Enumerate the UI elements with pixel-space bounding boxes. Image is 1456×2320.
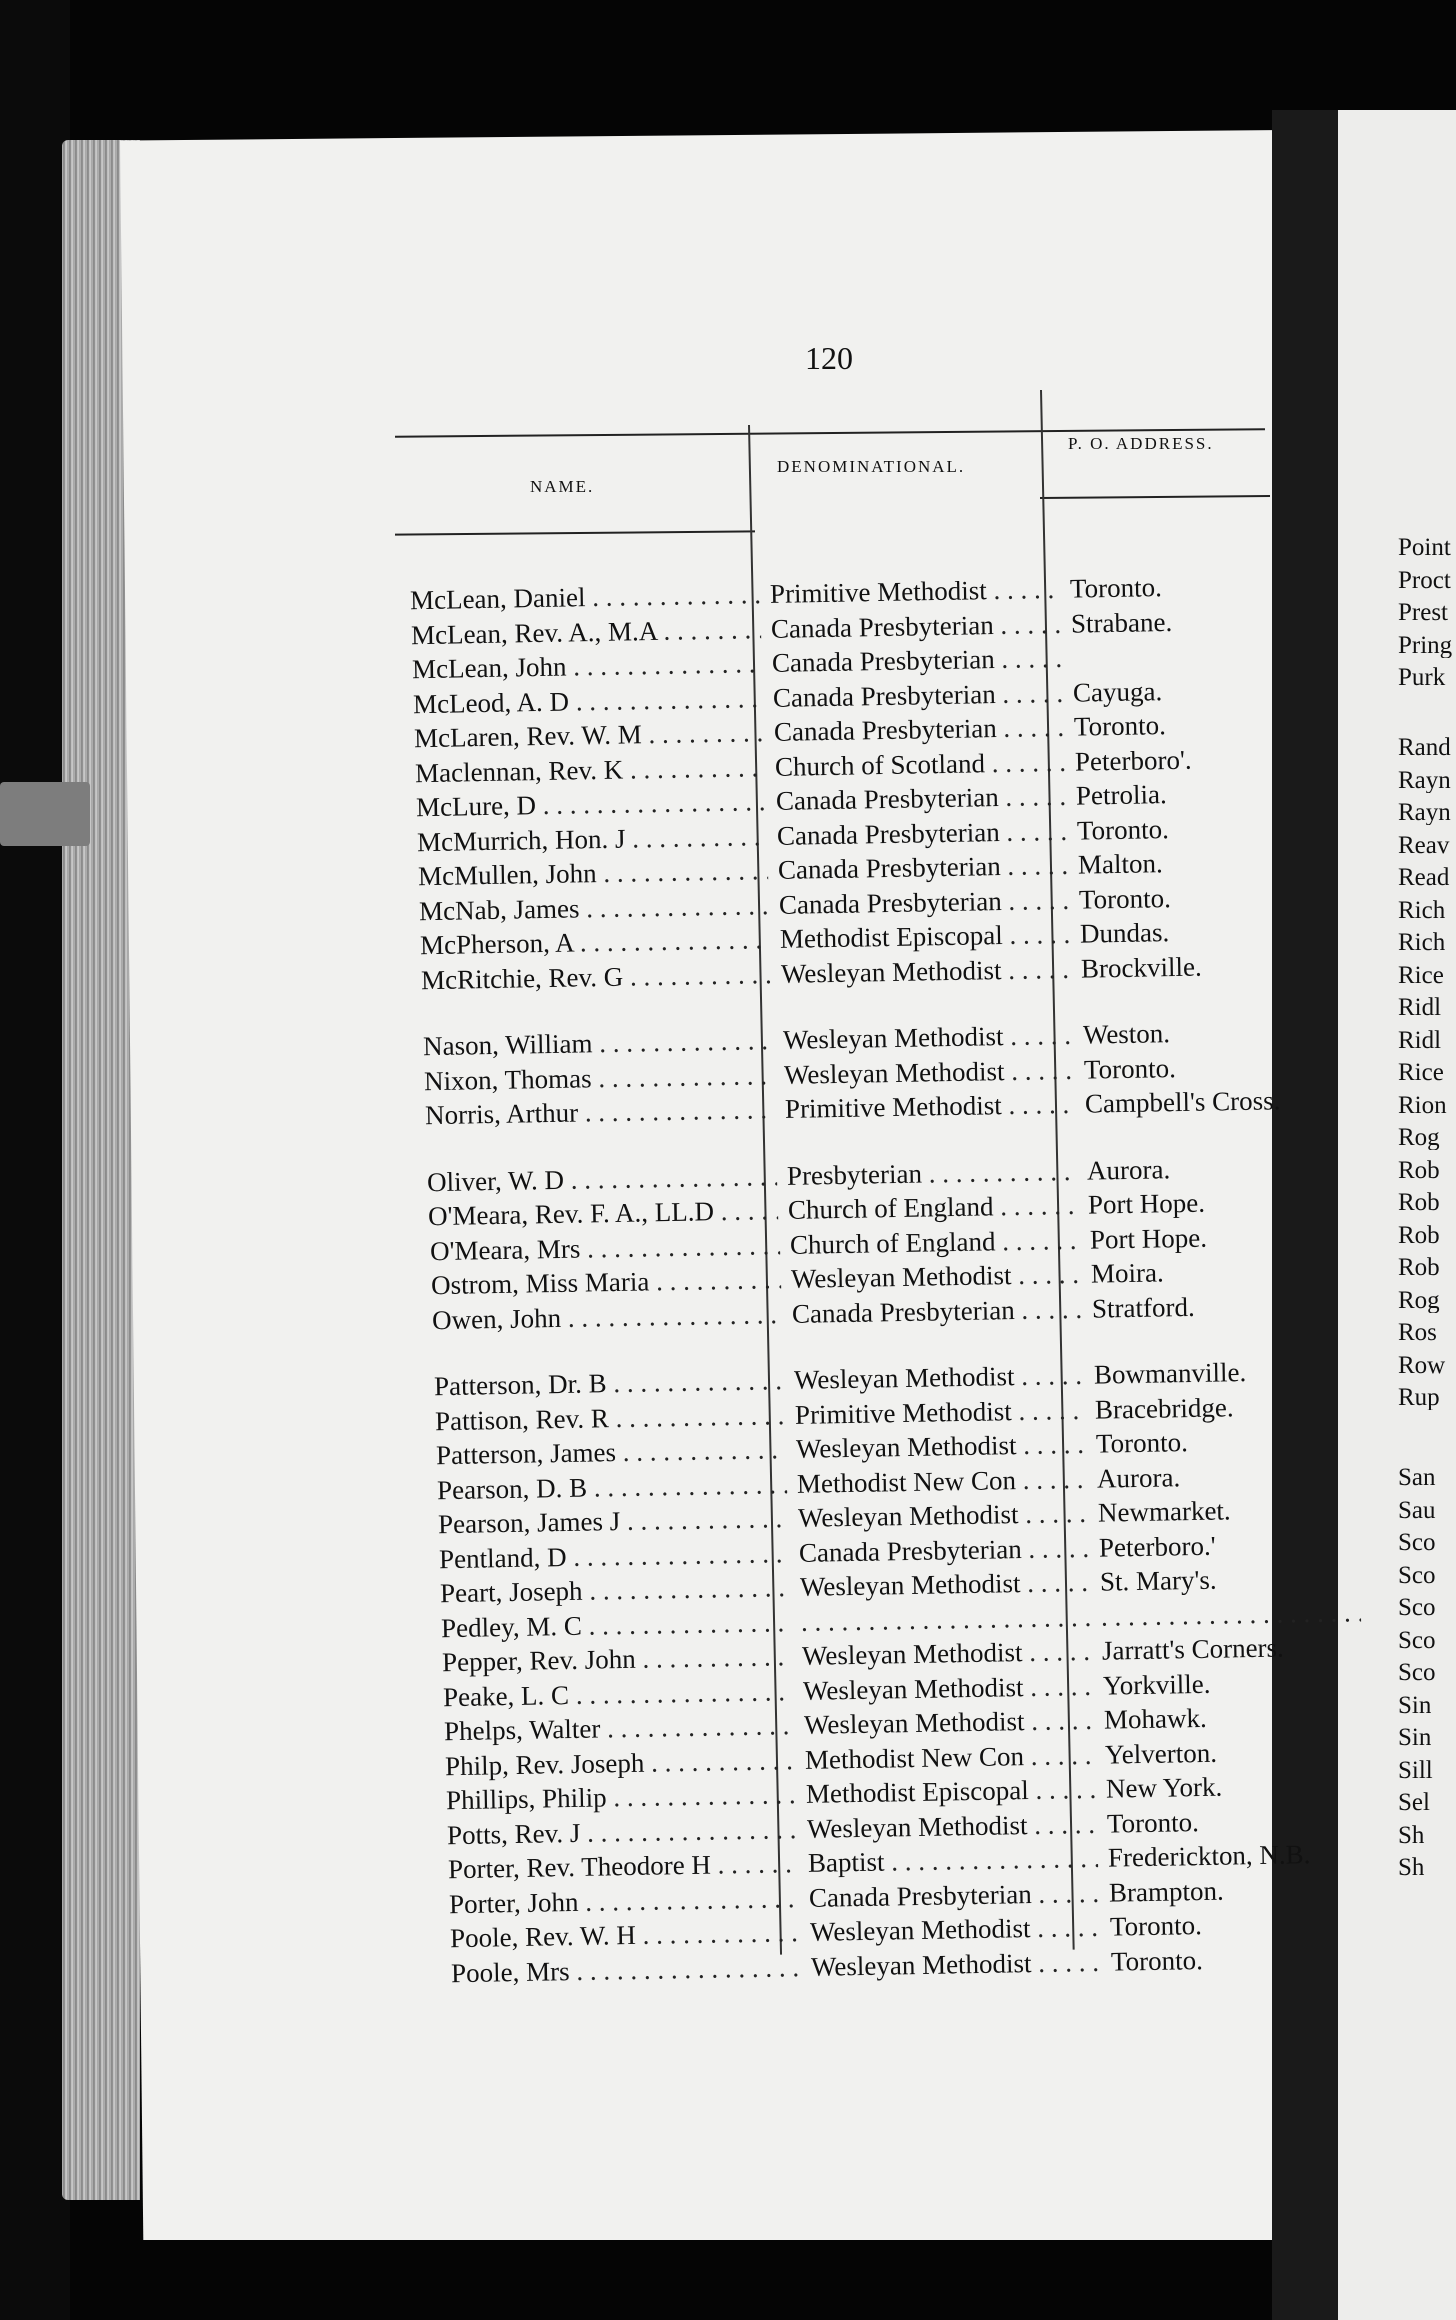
header-name: NAME. (530, 477, 595, 496)
entry-denomination (787, 1153, 1078, 1192)
entry-address: Bowmanville. (1093, 1357, 1247, 1390)
entry-name (412, 646, 763, 686)
entry-denomination (810, 1910, 1101, 1949)
entry-name (420, 922, 771, 962)
entry-name (416, 784, 767, 824)
facing-page-word: Rice (1398, 1060, 1444, 1085)
entry-address: Toronto. (1109, 1910, 1203, 1942)
entry-name-text: Porter, John . . . (449, 1881, 800, 1919)
entry-name-text: Phillips, Philip . . . (446, 1777, 797, 1815)
entry-denomination (781, 951, 1072, 990)
entry-name-text: Norris, Arthur . . . (425, 1092, 776, 1130)
facing-page-word: Sco (1398, 1562, 1436, 1588)
entry-denomination (803, 1668, 1094, 1707)
entry-name (440, 1570, 791, 1610)
entry-address: Yelverton. (1104, 1737, 1218, 1770)
entry-address: Port Hope. (1089, 1222, 1207, 1255)
entry-address: St. Mary's. (1099, 1564, 1217, 1597)
entry-denomination (780, 917, 1071, 956)
facing-page-word: Row (1398, 1352, 1446, 1378)
entry-name (410, 577, 761, 617)
entry-denomination (804, 1703, 1095, 1742)
facing-page-word: Purk (1398, 665, 1446, 690)
entry-denomination-text: Wesleyan Methodist . . . (795, 1427, 1086, 1464)
entry-denomination (776, 779, 1067, 818)
entry-denomination-text: Canada Presbyterian . . . (809, 1875, 1100, 1912)
facing-page-word: Sill (1398, 1757, 1433, 1783)
entry-denomination-text: Methodist Episcopal . . . (780, 917, 1071, 954)
entry-denomination (800, 1565, 1091, 1604)
entry-name-text: Pattison, Rev. R . . . (434, 1398, 785, 1436)
entry-denomination-text: Wesleyan Methodist . . . (784, 1052, 1075, 1089)
entry-name (436, 1467, 787, 1507)
entry-name (450, 1915, 801, 1955)
entry-address: Weston. (1083, 1018, 1171, 1050)
entry-name-text: Maclennan, Rev. K . . . (415, 750, 766, 788)
entry-name-text: McPherson, A . . . (420, 922, 771, 960)
entry-denomination (777, 813, 1068, 852)
entry-denomination (775, 744, 1066, 783)
entry-denomination (805, 1737, 1096, 1776)
entry-name (425, 1092, 776, 1132)
entry-name-text: McLaren, Rev. W. M . . . (414, 715, 765, 753)
entry-denomination-text: Wesleyan Methodist . . . (803, 1668, 1094, 1705)
facing-page-word: Sco (1398, 1595, 1436, 1620)
entry-name (434, 1398, 785, 1438)
entry-denomination-text: Canada Presbyterian . . . (799, 1530, 1090, 1567)
facing-page-word: Proct (1398, 567, 1451, 593)
entry-denomination (779, 882, 1070, 921)
entry-denomination (806, 1772, 1097, 1811)
entry-name-text: Pearson, James J . . . (438, 1501, 789, 1539)
entry-address: Brampton. (1108, 1875, 1225, 1908)
entry-denomination-text: Church of England . . . (789, 1222, 1080, 1259)
entry-name (449, 1881, 800, 1921)
entry-name (417, 819, 768, 859)
entry-denomination (793, 1358, 1084, 1397)
entry-name (428, 1193, 779, 1233)
facing-page-word: Ridl (1398, 995, 1442, 1020)
entry-name-text: McRitchie, Rev. G . . . (421, 957, 772, 995)
entry-denomination-text: Methodist Episcopal . . . (806, 1772, 1097, 1809)
entry-address: Moira. (1090, 1257, 1164, 1289)
entry-name (439, 1536, 790, 1576)
entry-name (442, 1639, 793, 1679)
entry-name-text: McLean, Daniel . . . (410, 577, 761, 615)
facing-page-word: Rayn (1398, 800, 1451, 825)
entry-name (418, 853, 769, 893)
entry-name (424, 1058, 775, 1098)
entry-denomination (798, 1530, 1089, 1569)
entry-denomination (797, 1496, 1088, 1535)
entry-address: New York. (1105, 1771, 1223, 1804)
entry-address: Toronto. (1076, 813, 1170, 846)
entry-denomination-text: Wesleyan Methodist . . . (802, 1634, 1093, 1671)
entry-address: Toronto. (1069, 572, 1163, 604)
entry-address: Toronto. (1110, 1944, 1204, 1977)
entry-address: Port Hope. (1088, 1187, 1206, 1220)
entry-denomination (785, 1087, 1076, 1126)
facing-page-word: Sau (1398, 1497, 1436, 1523)
entry-name (427, 1159, 778, 1199)
entry-name-text: Nixon, Thomas . . . (424, 1058, 775, 1096)
entry-address: Newmarket. (1097, 1495, 1231, 1528)
entry-name-text: Philp, Rev. Joseph . . . (445, 1743, 796, 1781)
entry-name-text: Nason, William . . . (423, 1023, 774, 1061)
entry-denomination-text: Baptist . . . (808, 1841, 1099, 1878)
entry-address: Cayuga. (1072, 675, 1163, 708)
entry-name-text: Pepper, Rev. John . . . (442, 1639, 793, 1677)
entry-denomination (773, 675, 1064, 714)
entry-denomination-text: Wesleyan Methodist . . . (810, 1910, 1101, 1947)
entry-denomination (770, 572, 1061, 611)
entry-denomination-text: Canada Presbyterian . . . (771, 606, 1062, 643)
entry-denomination-text: Wesleyan Methodist . . . (807, 1806, 1098, 1843)
entry-denomination (791, 1291, 1082, 1330)
entry-denomination (790, 1257, 1081, 1296)
entry-denomination (801, 1599, 1092, 1638)
entry-name (447, 1812, 798, 1852)
entry-name (445, 1743, 796, 1783)
entry-denomination (807, 1806, 1098, 1845)
facing-page-word: Sh (1398, 1822, 1425, 1848)
facing-page-word: Sco (1398, 1660, 1436, 1685)
entry-address: Toronto. (1084, 1052, 1177, 1085)
facing-page-word: Rand (1398, 735, 1451, 760)
entry-name-text: Pedley, M. C . . . (441, 1605, 792, 1643)
entry-address: Petrolia. (1075, 779, 1168, 811)
entry-denomination-text: Church of Scotland . . . (775, 744, 1066, 781)
entry-name-text: Peake, L. C . . . (443, 1674, 794, 1712)
entry-name (431, 1297, 782, 1337)
facing-page-word: Rich (1398, 897, 1446, 923)
facing-page-word: San (1398, 1465, 1436, 1490)
entry-name (430, 1262, 781, 1302)
entry-address: Stratford. (1091, 1291, 1195, 1324)
entry-denomination (794, 1392, 1085, 1431)
entry-denomination-text: Canada Presbyterian . . . (779, 882, 1070, 919)
facing-page-word: Rup (1398, 1385, 1440, 1410)
page-clip (0, 782, 90, 846)
entry-name-text: Ostrom, Miss Maria . . . (430, 1262, 781, 1300)
facing-page-word: Point (1398, 535, 1451, 560)
entry-name-text: McLean, John . . . (412, 646, 763, 684)
entry-name-text: Patterson, James . . . (435, 1432, 786, 1470)
facing-page-word: Sco (1398, 1530, 1436, 1555)
entry-address: Malton. (1077, 848, 1164, 880)
entry-denomination (795, 1427, 1086, 1466)
leader-dots (1100, 1595, 1361, 1634)
entry-denomination-text: Methodist New Con . . . (796, 1461, 1087, 1498)
entry-denomination (772, 641, 1063, 680)
entry-denomination-text: Canada Presbyterian . . . (773, 675, 1064, 712)
entry-denomination-text: Canada Presbyterian . . . (774, 710, 1065, 747)
entry-address: Toronto. (1073, 710, 1167, 742)
facing-page-word: Sh (1398, 1855, 1425, 1880)
entry-name-text: McLean, Rev. A., M.A . . . (411, 612, 762, 650)
entry-name-text: Oliver, W. D . . . (427, 1159, 778, 1197)
entry-denomination-text: Methodist New Con . . . (805, 1737, 1096, 1774)
entry-address: Toronto. (1095, 1427, 1188, 1459)
entry-denomination-text: Primitive Methodist . . . (794, 1392, 1085, 1429)
entry-denomination (771, 606, 1062, 645)
facing-page-word: Rion (1398, 1092, 1447, 1118)
entry-name (413, 681, 764, 721)
entry-address: Campbell's Cross. (1085, 1085, 1282, 1119)
entry-name (437, 1501, 788, 1541)
entry-denomination (774, 710, 1065, 749)
entry-denomination (778, 848, 1069, 887)
entry-name-text: Poole, Rev. W. H . . . (450, 1915, 801, 1953)
facing-page-word: Rob (1398, 1255, 1440, 1280)
entry-denomination-text: Wesleyan Methodist . . . (790, 1257, 1081, 1294)
entry-denomination-text: Canada Presbyterian . . . (776, 779, 1067, 816)
entry-name-text: Porter, Rev. Theodore H . . . (448, 1846, 799, 1884)
entry-denomination (788, 1188, 1079, 1227)
entry-name (444, 1708, 795, 1748)
entry-address: Toronto. (1079, 882, 1172, 915)
entry-denomination-text: Primitive Methodist . . . (770, 572, 1061, 609)
facing-page-word: Ros (1398, 1320, 1437, 1345)
entry-address: Strabane. (1070, 606, 1173, 639)
entry-address: Aurora. (1087, 1153, 1171, 1186)
entry-name-text: Pentland, D . . . (439, 1536, 790, 1574)
entry-address: Jarratt's Corners. (1101, 1632, 1284, 1666)
page-number: 120 (805, 340, 853, 376)
entry-address: Peterboro'. (1074, 744, 1192, 777)
entry-name-text: Poole, Mrs . . . (451, 1950, 802, 1988)
entry-name (435, 1432, 786, 1472)
entry-name (433, 1363, 784, 1403)
entry-name (414, 715, 765, 755)
entry-denomination-text: Canada Presbyterian . . . (791, 1291, 1082, 1328)
book-edge (0, 0, 70, 2320)
facing-page-word: Rice (1398, 962, 1444, 988)
entry-name (415, 750, 766, 790)
leader-dots (801, 1599, 1092, 1638)
entry-denomination-text: Presbyterian . . . (787, 1153, 1078, 1190)
entry-name (423, 1023, 774, 1063)
facing-page-word: Reav (1398, 832, 1450, 858)
entry-name-text: O'Meara, Rev. F. A., LL.D . . . (428, 1193, 779, 1231)
header-denominational: DENOMINATIONAL. (777, 457, 966, 476)
facing-page-word: Ridl (1398, 1027, 1442, 1053)
facing-page-word: Prest (1398, 600, 1448, 625)
entry-name (451, 1950, 802, 1990)
facing-page-word: Sel (1398, 1790, 1430, 1815)
entry-name-text: Owen, John . . . (431, 1297, 782, 1335)
entry-address: Frederickton, N.B. (1107, 1839, 1311, 1873)
facing-page-word: Sin (1398, 1692, 1432, 1718)
entry-name (441, 1605, 792, 1645)
entry-denomination-text: Wesleyan Methodist . . . (783, 1018, 1074, 1055)
entry-address: Toronto. (1106, 1806, 1200, 1839)
entry-denomination-text: Wesleyan Methodist . . . (781, 951, 1072, 988)
facing-page-word: Rich (1398, 930, 1446, 955)
entry-address: Peterboro.' (1098, 1530, 1216, 1563)
entry-denomination-text: Church of England . . . (788, 1188, 1079, 1225)
facing-page-word: Rog (1398, 1287, 1440, 1313)
entry-denomination (796, 1461, 1087, 1500)
entry-denomination-text: Canada Presbyterian . . . (778, 848, 1069, 885)
entry-name-text: Peart, Joseph . . . (440, 1570, 791, 1608)
entry-address: Aurora. (1096, 1461, 1181, 1494)
facing-page-word: Read (1398, 865, 1450, 890)
facing-page-word: Sco (1398, 1627, 1436, 1653)
entry-name (411, 612, 762, 652)
entry-name-text: McMurrich, Hon. J . . . (417, 819, 768, 857)
entry-denomination-text: Primitive Methodist . . . (785, 1087, 1076, 1124)
entry-name-text: O'Meara, Mrs . . . (429, 1228, 780, 1266)
facing-page-word: Pring (1398, 632, 1453, 658)
entry-address (1100, 1595, 1361, 1634)
facing-page-word: Rob (1398, 1222, 1440, 1248)
entry-denomination (811, 1944, 1102, 1983)
entry-denomination-text: Canada Presbyterian . . . (772, 641, 1063, 678)
entry-name-text: Pearson, D. B . . . (436, 1467, 787, 1505)
entry-name-text: McLeod, A. D . . . (413, 681, 764, 719)
entry-denomination-text: Wesleyan Methodist . . . (804, 1703, 1095, 1740)
entry-name (421, 957, 772, 997)
entry-denomination-text: Wesleyan Methodist . . . (800, 1565, 1091, 1602)
entry-name-text: Patterson, Dr. B . . . (433, 1363, 784, 1401)
facing-page-word: Rob (1398, 1190, 1440, 1215)
entry-denomination (789, 1222, 1080, 1261)
entry-address: Brockville. (1081, 951, 1203, 984)
entry-address: Yorkville. (1102, 1668, 1211, 1701)
entry-denomination-text: Wesleyan Methodist . . . (797, 1496, 1088, 1533)
entry-name (448, 1846, 799, 1886)
entry-name (443, 1674, 794, 1714)
entry-address: Mohawk. (1103, 1702, 1207, 1735)
entry-denomination-text: Canada Presbyterian . . . (777, 813, 1068, 850)
entry-name (429, 1228, 780, 1268)
entry-name (419, 888, 770, 928)
entry-denomination-text: Wesleyan Methodist . . . (811, 1944, 1102, 1981)
entry-denomination (809, 1875, 1100, 1914)
entry-denomination (808, 1841, 1099, 1880)
entry-name-text: McMullen, John . . . (418, 853, 769, 891)
entry-denomination (784, 1052, 1075, 1091)
entry-name-text: Phelps, Walter . . . (444, 1708, 795, 1746)
entry-name-text: McLure, D . . . (416, 784, 767, 822)
entry-denomination (783, 1018, 1074, 1057)
header-address: P. O. ADDRESS. (1068, 434, 1214, 453)
facing-page-word: Rob (1398, 1157, 1440, 1183)
facing-page-word: Rog (1398, 1125, 1440, 1150)
entry-name-text: Potts, Rev. J . . . (447, 1812, 798, 1850)
entry-name (446, 1777, 797, 1817)
entry-address: Dundas. (1080, 917, 1170, 949)
entry-denomination-text: Wesleyan Methodist . . . (793, 1358, 1084, 1395)
entry-denomination (802, 1634, 1093, 1673)
facing-page-word: Rayn (1398, 767, 1451, 793)
facing-page-word: Sin (1398, 1725, 1432, 1750)
entry-address: Bracebridge. (1094, 1391, 1234, 1425)
entry-name-text: McNab, James . . . (419, 888, 770, 926)
